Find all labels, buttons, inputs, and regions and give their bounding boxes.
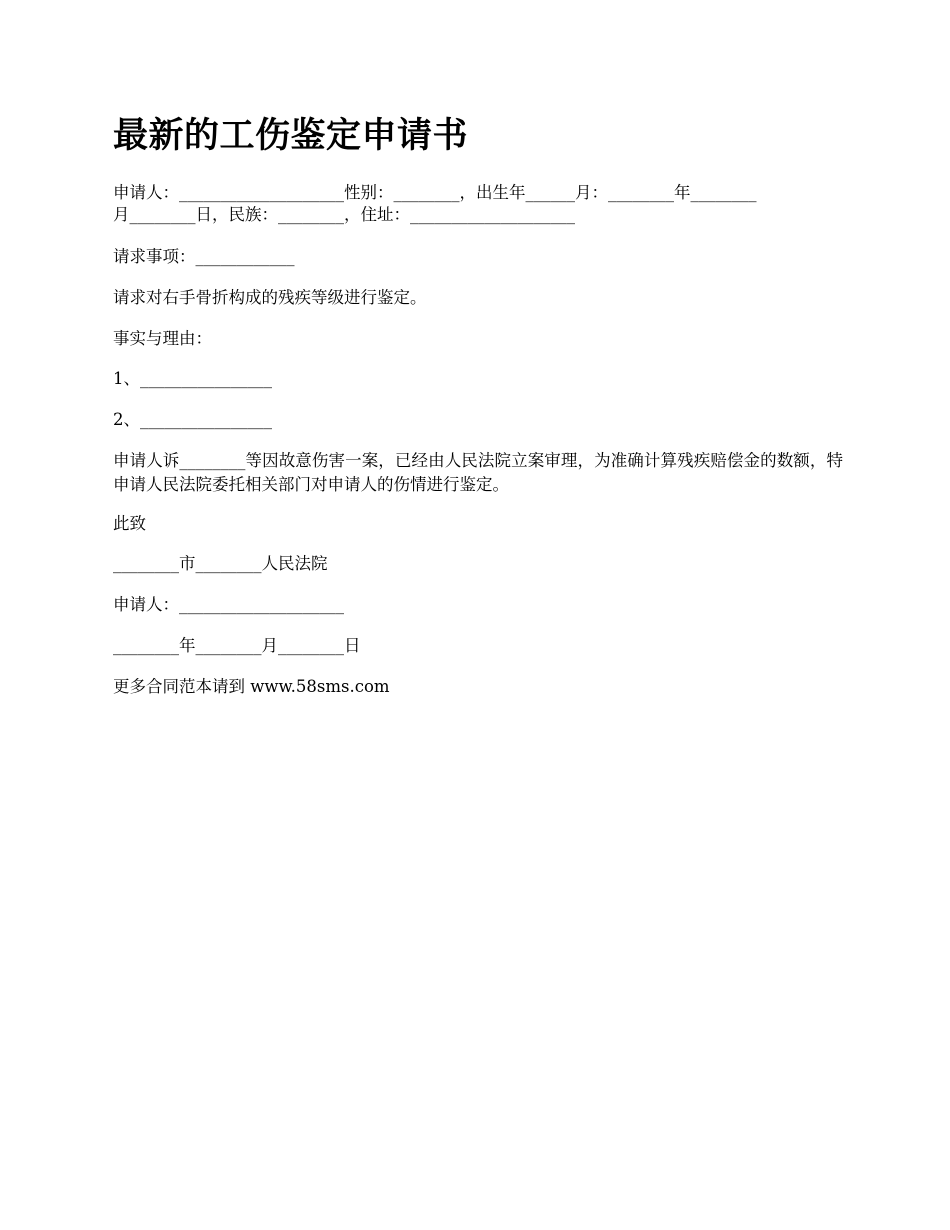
court-line: ________市________人民法院 <box>113 554 328 573</box>
footer-link: 更多合同范本请到 www.58sms.com <box>113 677 390 696</box>
facts-heading: 事实与理由： <box>113 329 212 348</box>
salutation: 此致 <box>113 514 146 533</box>
applicant-info-line1: 申请人：____________________性别：________，出生年______月：________年________ <box>113 183 757 202</box>
list-item-2: 2、________________ <box>113 410 272 429</box>
date-line: ________年________月________日 <box>113 636 361 655</box>
request-content: 请求对右手骨折构成的残疾等级进行鉴定。 <box>113 288 427 307</box>
applicant-info-line2: 月________日，民族：________，住址：____________________ <box>113 205 575 224</box>
request-items: 请求事项：____________ <box>113 247 295 266</box>
statement-paragraph: 申请人诉________等因故意伤害一案，已经由人民法院立案审理，为准确计算残疾赔偿金的数额，特申请人民法院委托相关部门对申请人的伤情进行鉴定。 <box>113 451 843 494</box>
list-item-1: 1、________________ <box>113 369 272 388</box>
signature-line: 申请人：____________________ <box>113 595 344 614</box>
document-title: 最新的工伤鉴定申请书 <box>113 115 469 156</box>
